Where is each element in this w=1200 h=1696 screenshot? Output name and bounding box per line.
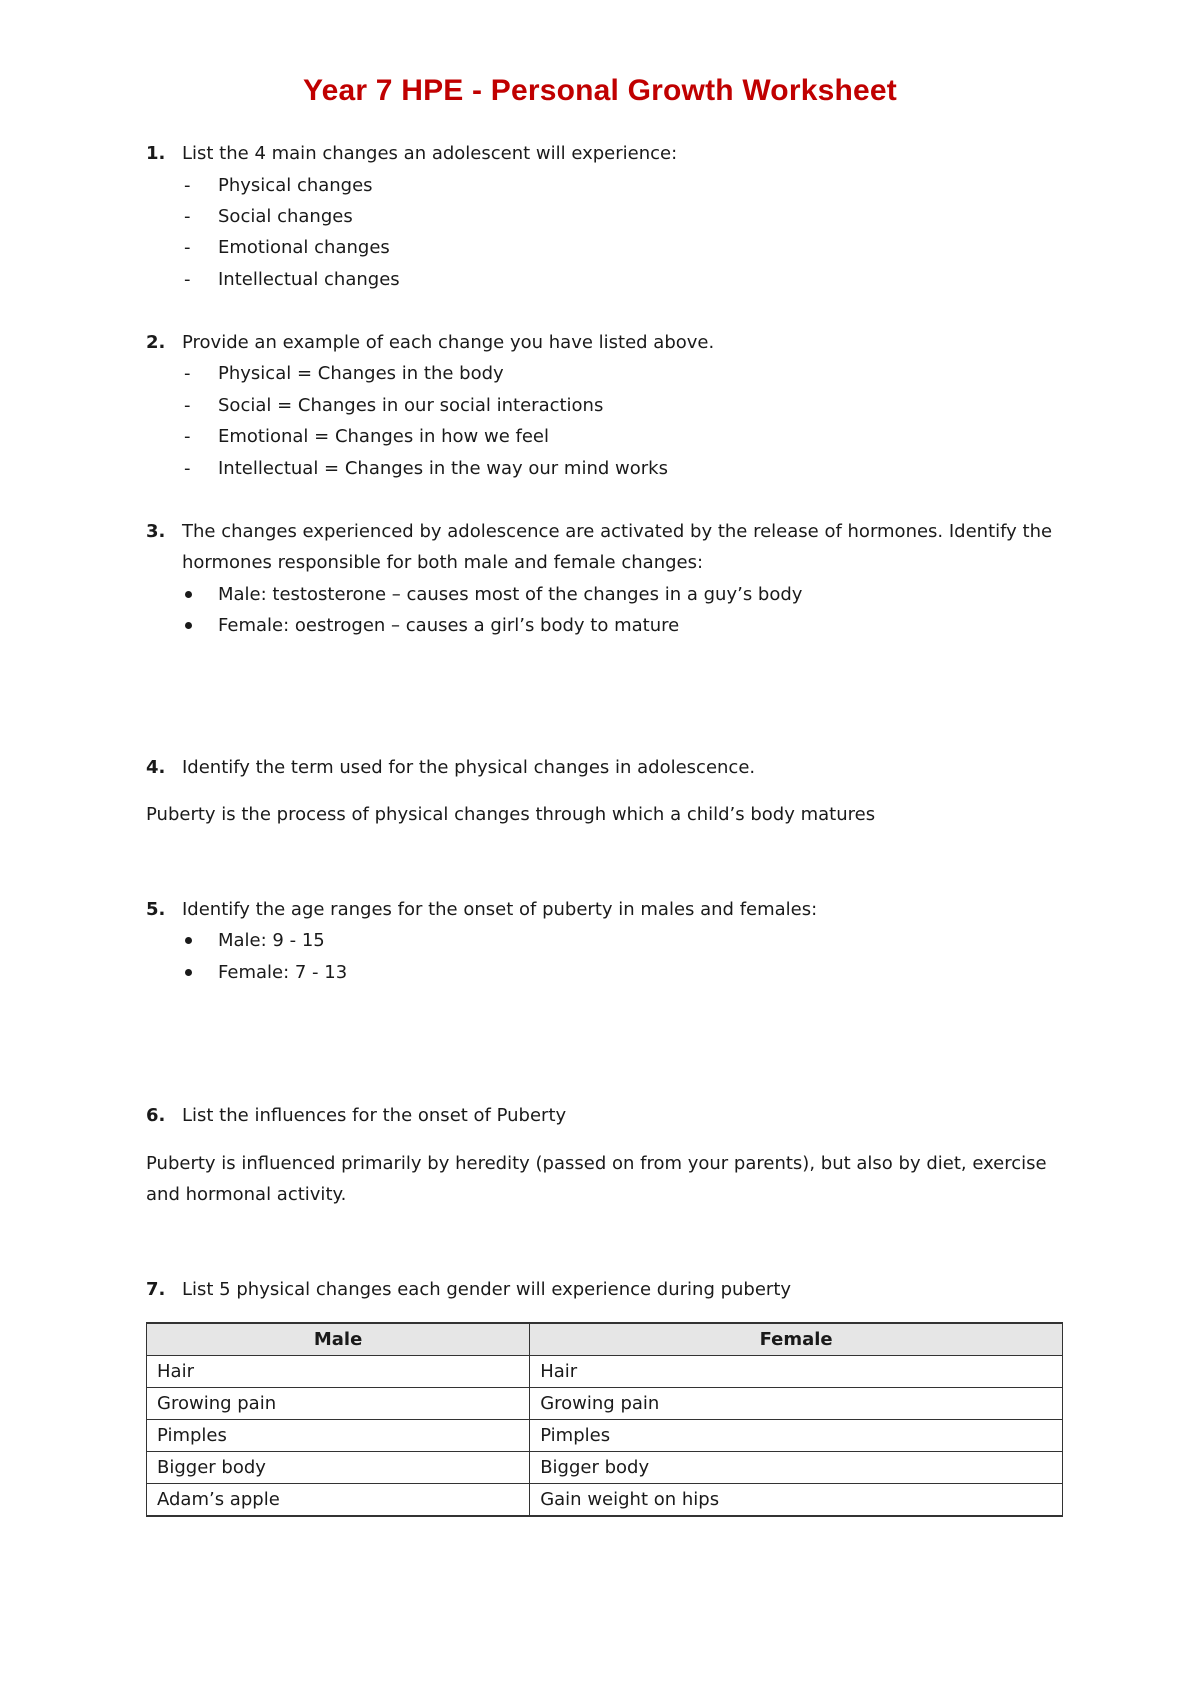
dash-marker: - xyxy=(184,363,191,384)
bullet-icon xyxy=(185,937,192,944)
q1-number: 1. xyxy=(146,143,166,164)
table-cell-male: Pimples xyxy=(147,1420,530,1452)
q1-item: Physical changes xyxy=(218,175,373,196)
dash-marker: - xyxy=(184,206,191,227)
q3-item: Male: testosterone – causes most of the changes in a guy’s body xyxy=(218,584,803,605)
q2-item: Intellectual = Changes in the way our mind works xyxy=(218,458,668,479)
q7-text: List 5 physical changes each gender will experience during puberty xyxy=(182,1279,792,1300)
q5-item: Female: 7 - 13 xyxy=(218,962,348,983)
q1-item: Social changes xyxy=(218,206,353,227)
dash-marker: - xyxy=(184,269,191,290)
dash-marker: - xyxy=(184,395,191,416)
q2-number: 2. xyxy=(146,332,166,353)
table-cell-male: Adam’s apple xyxy=(147,1484,530,1517)
page-title: Year 7 HPE - Personal Growth Worksheet xyxy=(303,74,897,107)
table-cell-male: Bigger body xyxy=(147,1452,530,1484)
table-cell-female: Bigger body xyxy=(530,1452,1063,1484)
q7-number: 7. xyxy=(146,1279,166,1300)
q2-item: Social = Changes in our social interactions xyxy=(218,395,604,416)
q3-item: Female: oestrogen – causes a girl’s body to mature xyxy=(218,615,680,636)
table-row xyxy=(147,1484,1063,1517)
table-header-row xyxy=(147,1323,1063,1356)
q6-answer-line1: Puberty is influenced primarily by heredity (passed on from your parents), but also by diet, exercise xyxy=(146,1153,1047,1174)
table-cell-female: Hair xyxy=(530,1356,1063,1388)
table-cell-female: Growing pain xyxy=(530,1388,1063,1420)
q2-item: Emotional = Changes in how we feel xyxy=(218,426,549,447)
column-header-female: Female xyxy=(530,1323,1063,1356)
physical-changes-table xyxy=(146,1322,1063,1517)
q2-item: Physical = Changes in the body xyxy=(218,363,504,384)
dash-marker: - xyxy=(184,458,191,479)
table-cell-female: Pimples xyxy=(530,1420,1063,1452)
dash-marker: - xyxy=(184,237,191,258)
q3-text-line1: The changes experienced by adolescence are activated by the release of hormones. Identify the xyxy=(182,521,1053,542)
q4-number: 4. xyxy=(146,757,166,778)
column-header-male: Male xyxy=(147,1323,530,1356)
q3-text-line2: hormones responsible for both male and female changes: xyxy=(182,552,704,573)
q6-answer-line2: and hormonal activity. xyxy=(146,1184,347,1205)
q5-number: 5. xyxy=(146,899,166,920)
q5-item: Male: 9 - 15 xyxy=(218,930,325,951)
q1-item: Emotional changes xyxy=(218,237,390,258)
dash-marker: - xyxy=(184,175,191,196)
q3-number: 3. xyxy=(146,521,166,542)
table-cell-male: Hair xyxy=(147,1356,530,1388)
bullet-icon xyxy=(185,622,192,629)
q6-text: List the influences for the onset of Puberty xyxy=(182,1105,567,1126)
bullet-icon xyxy=(185,969,192,976)
table-cell-female: Gain weight on hips xyxy=(530,1484,1063,1517)
table-row xyxy=(147,1356,1063,1388)
q5-text: Identify the age ranges for the onset of puberty in males and females: xyxy=(182,899,818,920)
q1-item: Intellectual changes xyxy=(218,269,400,290)
dash-marker: - xyxy=(184,426,191,447)
q6-number: 6. xyxy=(146,1105,166,1126)
q1-text: List the 4 main changes an adolescent will experience: xyxy=(182,143,678,164)
table-row xyxy=(147,1452,1063,1484)
table-cell-male: Growing pain xyxy=(147,1388,530,1420)
table-row xyxy=(147,1420,1063,1452)
q2-text: Provide an example of each change you have listed above. xyxy=(182,332,715,353)
q4-text: Identify the term used for the physical changes in adolescence. xyxy=(182,757,756,778)
table-row xyxy=(147,1388,1063,1420)
q4-answer: Puberty is the process of physical changes through which a child’s body matures xyxy=(146,804,876,825)
bullet-icon xyxy=(185,591,192,598)
